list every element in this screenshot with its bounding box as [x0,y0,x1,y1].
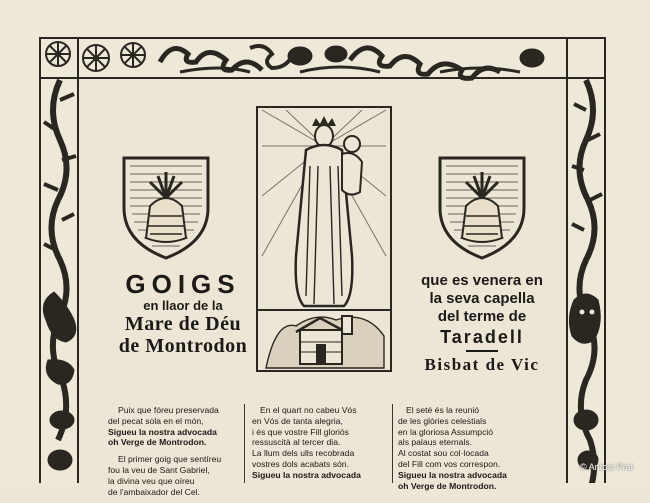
title-block [108,270,258,357]
stanza [108,405,238,448]
refrain-line: Sigueu la nostra advocada [398,469,507,480]
refrain-line: oh Verge de Montrodon. [108,437,207,448]
verse-line: Puix que fóreu preservada [118,405,219,415]
subtitle-block [418,272,546,375]
verse-line: de l'ambaixador del Cel. [108,486,200,497]
verse-line: i és que vostre Fill gloriós [252,426,349,437]
squirrel-icon [43,292,75,384]
coat-of-arms-right [436,154,528,262]
coat-of-arms-left [120,154,212,262]
flower-icon [46,42,70,66]
verse-line: El primer goig que sentíreu [118,454,222,465]
verse-column-1 [108,405,238,503]
madonna-and-chapel-illustration [256,106,392,372]
verse-line: la divina veu que oíreu [108,475,195,486]
title-line-1: en llaor de la [143,298,223,313]
goigs-title: GOIGS [125,269,241,299]
refrain-line: oh Verge de Montrodon. [398,480,497,491]
stanza [108,454,238,497]
refrain-line: Sigueu la nostra advocada [108,426,217,437]
column-divider [392,404,393,483]
verse-line: en la gloriosa Assumpció [398,426,494,437]
verse-line: de les glòries celestials [398,415,487,426]
column-divider [244,404,245,483]
title-line-2: Mare de Déu [124,313,242,335]
separator-rule [466,350,498,352]
stanza [252,405,382,481]
verse-line: del Fill com vos correspon. [398,458,501,469]
verse-line: La llum dels ulls recobrada [252,448,355,459]
flower-icon [83,45,109,71]
pinecone-icon [288,46,544,67]
verse-line: en Vós de tanta alegria, [252,415,343,426]
photo-credit: © Antoni Prat [580,462,634,472]
verse-line: als palaus eternals. [398,437,473,448]
verse-line: Al costat sou col·locada [398,448,489,459]
refrain-line: Sigueu la nostra advocada [252,469,361,480]
verse-column-3 [398,405,528,497]
verse-line: ressuscità al tercer dia. [252,437,341,448]
stanza [398,405,528,491]
owl-icon [569,294,600,343]
title-line-3: de Montrodon [118,335,248,357]
subtitle-line-2: la seva capella [429,290,535,307]
subtitle-line-1: que es venera en [421,272,543,289]
verse-line: del pecat sola en el món, [108,415,204,426]
verse-column-2 [252,405,382,487]
verse-line: El seté és la reunió [406,405,480,415]
verse-line: vostres dols acabats són. [252,458,349,469]
subtitle-line-3: del terme de [437,308,527,325]
verse-line: En el quart no cabeu Vós [260,405,357,415]
verse-line: fou la veu de Sant Gabriel, [108,464,210,475]
flower-icon [121,43,145,67]
place-name: Taradell [440,327,524,347]
diocese-name: Bisbat de Vic [424,355,540,374]
